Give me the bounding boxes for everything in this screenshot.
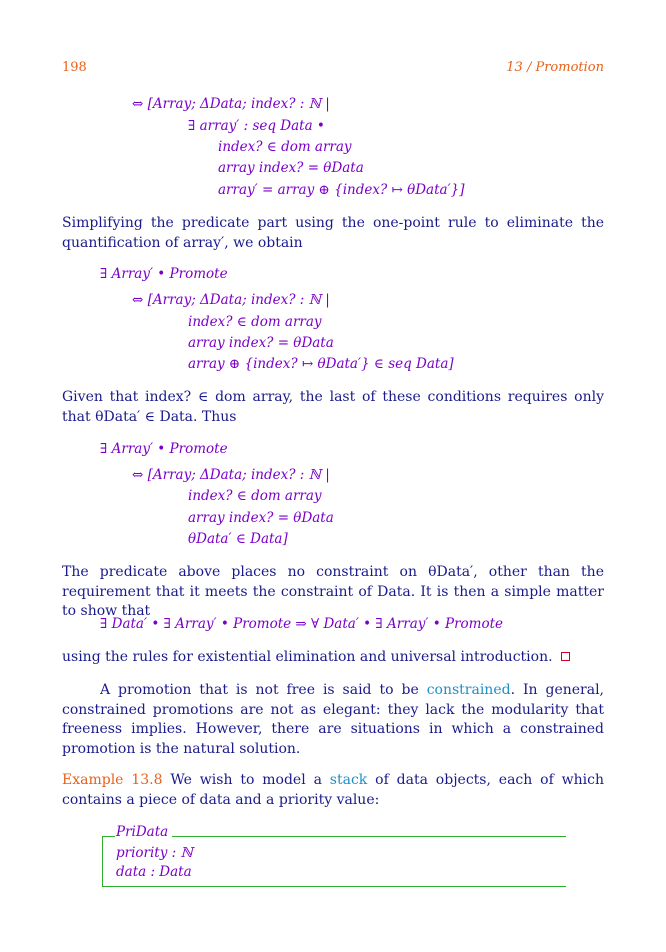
math-line: ∃ Array′ • Promote bbox=[100, 441, 228, 457]
paragraph-text: of data objects, each of which contains a piece of data and a priority value: bbox=[62, 772, 604, 808]
math-line: ⇔ [Array; ΔData; index? : ℕ | bbox=[132, 292, 330, 308]
math-line: index? ∈ dom array bbox=[188, 488, 322, 504]
math-line: ⇔ [Array; ΔData; index? : ℕ | bbox=[132, 467, 330, 483]
schema-declaration: data : Data bbox=[116, 864, 192, 880]
math-line: array index? = θData bbox=[188, 510, 334, 526]
math-line: ⇔ [Array; ΔData; index? : ℕ | bbox=[132, 96, 330, 112]
paragraph bbox=[62, 648, 604, 668]
math-line: index? ∈ dom array bbox=[188, 314, 322, 330]
paragraph-text: We wish to model a bbox=[162, 772, 330, 788]
math-line: ∃ Array′ • Promote bbox=[100, 266, 228, 282]
schema-name: PriData bbox=[116, 824, 169, 840]
math-line: θData′ ∈ Data] bbox=[188, 531, 288, 547]
math-line: array index? = θData bbox=[188, 335, 334, 351]
math-line: array′ = array ⊕ {index? ↦ θData′}] bbox=[218, 182, 465, 198]
schema-frame-top bbox=[172, 836, 566, 837]
defined-term: stack bbox=[329, 772, 368, 788]
end-of-proof-icon bbox=[561, 652, 570, 661]
example-paragraph bbox=[62, 771, 604, 810]
paragraph: Given that index? ∈ dom array, the last of these conditions requires only that θData′ ∈ Data. Thus bbox=[62, 389, 604, 425]
schema-frame-left bbox=[102, 836, 115, 887]
paragraph: The predicate above places no constraint on θData′, other than the requirement that it meets the constraint of Data. It is then a simple matter to show that bbox=[62, 564, 604, 619]
example-label: Example 13.8 bbox=[62, 772, 163, 788]
defined-term: constrained bbox=[426, 682, 511, 698]
paragraph bbox=[62, 681, 604, 759]
math-line: array index? = θData bbox=[218, 160, 364, 176]
math-line: ∃ array′ : seq Data • bbox=[188, 118, 325, 134]
paragraph-text: using the rules for existential elimination and universal introduction. bbox=[62, 649, 553, 665]
paragraph-text: A promotion that is not free is said to be bbox=[100, 682, 427, 698]
schema-frame-bottom bbox=[102, 886, 566, 887]
running-header: 13 / Promotion bbox=[506, 60, 604, 75]
schema-declaration: priority : ℕ bbox=[116, 845, 193, 861]
math-line: index? ∈ dom array bbox=[218, 139, 352, 155]
math-line: array ⊕ {index? ↦ θData′} ∈ seq Data] bbox=[188, 356, 454, 372]
paragraph: Simplifying the predicate part using the one-point rule to eliminate the quantification of array′, we obtain bbox=[62, 215, 604, 251]
page-number: 198 bbox=[62, 60, 87, 75]
paragraph-text: . In general, constrained promotions are not as elegant: they lack the modularity that freeness implies. However, there are situations in which a constrained promotion is the natural solution. bbox=[62, 682, 604, 757]
math-line: ∃ Data′ • ∃ Array′ • Promote ⇒ ∀ Data′ • ∃ Array′ • Promote bbox=[100, 616, 503, 632]
